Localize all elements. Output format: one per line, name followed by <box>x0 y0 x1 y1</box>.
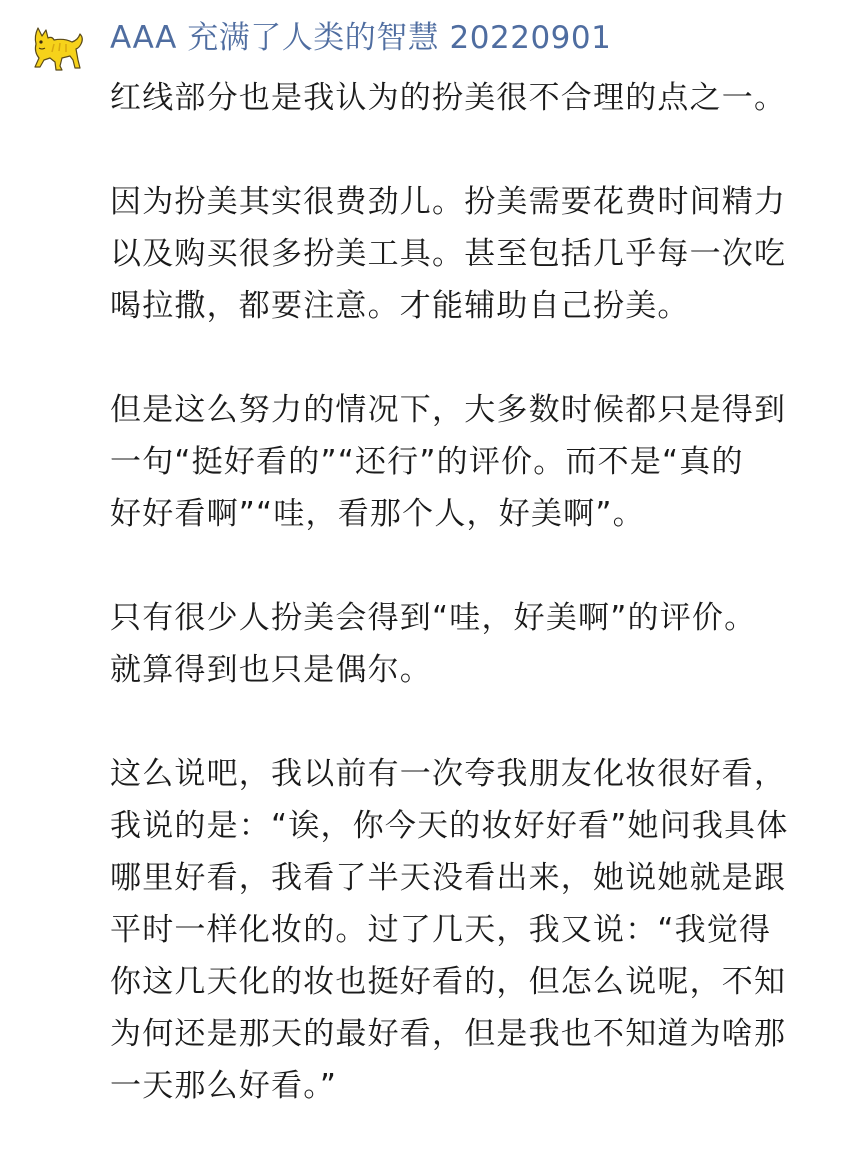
text-line: 你这几天化的妆也挺好看的，但怎么说呢，不知 <box>110 964 787 1000</box>
text-line: 平时一样化妆的。过了几天，我又说：“我觉得 <box>110 912 772 948</box>
text-line: 红线部分也是我认为的扮美很不合理的点之一。 <box>110 80 787 116</box>
avatar[interactable] <box>24 22 86 74</box>
text-line: 因为扮美其实很费劲儿。扮美需要花费时间精力 <box>110 184 787 220</box>
text-line: 就算得到也只是偶尔。 <box>110 652 432 688</box>
yellow-cat-icon <box>24 22 86 74</box>
text-line: 好好看啊”“哇，看那个人，好美啊”。 <box>110 496 645 532</box>
text-line: 但是这么努力的情况下，大多数时候都只是得到 <box>110 392 787 428</box>
post-body <box>110 72 835 1164</box>
paragraph <box>110 384 835 540</box>
text-line: 一天那么好看。” <box>110 1068 338 1104</box>
paragraph <box>110 592 835 696</box>
text-line: 以及购买很多扮美工具。甚至包括几乎每一次吃 <box>110 236 787 272</box>
username-link[interactable]: AAA 充满了人类的智慧 20220901 <box>110 20 612 56</box>
text-line: 为何还是那天的最好看，但是我也不知道为啥那 <box>110 1016 787 1052</box>
text-line: 哪里好看，我看了半天没看出来，她说她就是跟 <box>110 860 787 896</box>
text-line: 喝拉撒，都要注意。才能辅助自己扮美。 <box>110 288 690 324</box>
paragraph <box>110 72 835 124</box>
text-line: 一句“挺好看的”“还行”的评价。而不是“真的 <box>110 444 744 480</box>
text-line: 我说的是：“诶，你今天的妆好好看”她问我具体 <box>110 808 789 844</box>
text-line: 只有很少人扮美会得到“哇，好美啊”的评价。 <box>110 600 757 636</box>
text-line: 这么说吧，我以前有一次夸我朋友化妆很好看， <box>110 756 787 792</box>
paragraph <box>110 748 835 1112</box>
paragraph <box>110 176 835 332</box>
